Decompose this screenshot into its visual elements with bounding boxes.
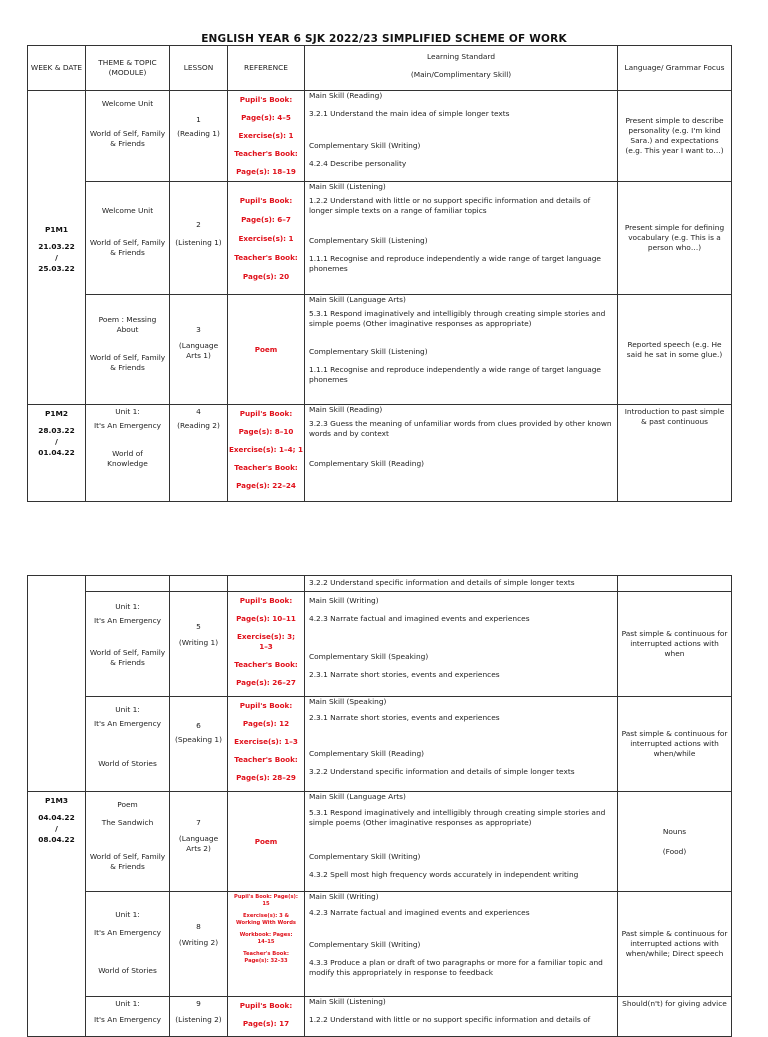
theme-title: The Sandwich	[101, 818, 154, 827]
reference-line: Exercise(s): 3; 1–3	[237, 632, 295, 651]
theme-title: It's An Emergency	[93, 616, 162, 625]
theme-title: It's An Emergency	[93, 719, 162, 728]
main-skill: Main Skill (Writing)	[309, 892, 379, 901]
lesson-cell	[170, 697, 228, 792]
lesson-type: (Writing 1)	[178, 638, 219, 647]
lesson-cell	[170, 91, 228, 182]
week-date-from: 21.03.22	[38, 242, 75, 251]
scheme-table-part-1	[27, 45, 732, 502]
lesson-number: 3	[196, 325, 201, 334]
grammar-text: Nouns	[662, 826, 687, 836]
grammar-cell: Reported speech (e.g. He said he sat in some glue.)	[618, 295, 732, 405]
reference-line: Exercise(s): 1	[238, 131, 294, 140]
reference-cell	[228, 405, 305, 502]
reference-cell	[228, 295, 305, 405]
header-theme: THEME & TOPIC (MODULE)	[86, 46, 170, 91]
grammar-cell: Introduction to past simple & past continuous	[618, 405, 732, 502]
reference-line: Page(s): 4–5	[241, 113, 291, 122]
theme-cell	[86, 592, 170, 697]
complementary-standard: 4.2.4 Describe personality	[309, 159, 407, 168]
theme-title: Poem : Messing About	[98, 315, 157, 334]
week-date-to: 01.04.22	[38, 448, 75, 457]
main-skill: Main Skill (Speaking)	[309, 697, 387, 706]
table-row	[28, 697, 732, 792]
lesson-number: 6	[196, 721, 201, 730]
reference-line: Page(s): 26–27	[236, 678, 296, 687]
learning-standard-cell	[305, 592, 618, 697]
theme-title: It's An Emergency	[93, 1015, 162, 1024]
theme-cell	[86, 405, 170, 502]
main-skill: Main Skill (Language Arts)	[309, 792, 406, 801]
reference-cell	[228, 892, 305, 997]
table-header-row	[28, 46, 732, 91]
theme-unit: Unit 1:	[115, 407, 140, 416]
lesson-number: 2	[196, 220, 201, 229]
lesson-number: 9	[196, 999, 201, 1008]
table-row	[28, 91, 732, 182]
lesson-type: (Listening 1)	[175, 238, 222, 247]
scheme-table-part-2	[27, 575, 732, 1037]
lesson-type: (Language Arts 2)	[178, 834, 219, 853]
lesson-cell	[170, 405, 228, 502]
table-row	[28, 792, 732, 892]
week-date-sep: /	[55, 253, 58, 262]
complementary-skill: Complementary Skill (Writing)	[309, 852, 421, 861]
main-skill: Main Skill (Writing)	[309, 596, 379, 605]
reference-line: Pupil's Book:	[239, 1001, 293, 1010]
main-standard: 3.2.1 Understand the main idea of simple longer texts	[309, 109, 510, 118]
week-cell-p1m2-continued	[28, 576, 86, 792]
reference-line: Page(s): 10–11	[236, 614, 296, 623]
complementary-skill: Complementary Skill (Reading)	[309, 749, 425, 758]
reference-line: Page(s): 17	[242, 1019, 290, 1028]
lesson-type: (Reading 2)	[177, 421, 220, 430]
reference-line: Pupil's Book:	[239, 409, 293, 418]
theme-cell	[86, 295, 170, 405]
theme-cell	[86, 697, 170, 792]
lesson-number: 7	[196, 818, 201, 827]
reference-line: Poem	[254, 344, 278, 354]
complementary-skill: Complementary Skill (Speaking)	[309, 652, 429, 661]
theme-cell	[86, 792, 170, 892]
header-lesson: LESSON	[170, 46, 228, 91]
complementary-skill: Complementary Skill (Reading)	[309, 459, 425, 468]
learning-standard-cell	[305, 182, 618, 295]
main-standard: 5.3.1 Respond imaginatively and intelligibly through creating simple stories and simple poems (Other imaginative responses as appropriate)	[309, 309, 606, 328]
lesson-cell	[170, 295, 228, 405]
theme-unit: Unit 1:	[115, 705, 140, 714]
reference-line: Teacher's Book:	[234, 660, 298, 669]
table-row	[28, 997, 732, 1037]
reference-cell	[228, 592, 305, 697]
main-standard: 4.2.3 Narrate factual and imagined events and experiences	[309, 614, 530, 623]
main-standard: 5.3.1 Respond imaginatively and intelligibly through creating simple stories and simple poems (Other imaginative responses as appropriate)	[309, 808, 606, 827]
lesson-type: (Writing 2)	[178, 938, 219, 947]
reference-cell	[228, 697, 305, 792]
learning-standard-cell	[305, 295, 618, 405]
theme-cell	[86, 91, 170, 182]
reference-line: Page(s): 6–7	[241, 214, 291, 224]
learning-standard-cell	[305, 91, 618, 182]
complementary-skill: Complementary Skill (Writing)	[309, 141, 421, 150]
empty-cell	[618, 576, 732, 592]
theme-cell	[86, 997, 170, 1037]
theme-title: It's An Emergency	[93, 421, 162, 430]
theme-world: World of Self, Family & Friends	[89, 852, 166, 871]
reference-cell	[228, 792, 305, 892]
reference-line: Teacher's Book: Page(s): 32–33	[243, 951, 289, 964]
grammar-cell: Present simple to describe personality (e.g. I'm kind Sara.) and expectations (e.g. This year I want to…)	[618, 91, 732, 182]
reference-line: Teacher's Book:	[234, 149, 298, 158]
reference-line: Exercise(s): 1–3	[234, 737, 298, 746]
header-week: WEEK & DATE	[28, 46, 86, 91]
week-label: P1M1	[44, 225, 69, 234]
header-learning-standard	[305, 46, 618, 91]
main-skill: Main Skill (Reading)	[309, 91, 383, 100]
week-date-to: 08.04.22	[38, 835, 75, 844]
lesson-number: 1	[196, 115, 201, 124]
reference-line: Exercise(s): 3 & Working With Words	[235, 913, 297, 926]
learning-standard-cell	[305, 405, 618, 502]
lesson-cell	[170, 182, 228, 295]
reference-line: Poem	[254, 836, 278, 846]
theme-world: World of Self, Family & Friends	[89, 129, 166, 148]
main-standard: 2.3.1 Narrate short stories, events and experiences	[309, 713, 500, 722]
reference-line: Teacher's Book:	[234, 252, 298, 262]
lesson-cell	[170, 997, 228, 1037]
grammar-cell	[618, 792, 732, 892]
grammar-cell: Past simple & continuous for interrupted actions with when/while	[618, 697, 732, 792]
reference-line: Page(s): 18–19	[236, 167, 296, 176]
lesson-type: (Listening 2)	[175, 1015, 222, 1024]
theme-world: World of Stories	[98, 759, 157, 768]
main-standard: 4.2.3 Narrate factual and imagined events and experiences	[309, 908, 530, 917]
week-label: P1M2	[44, 409, 69, 418]
theme-title: It's An Emergency	[93, 928, 162, 937]
week-date-from: 04.04.22	[38, 813, 75, 822]
empty-cell	[228, 576, 305, 592]
reference-line: Page(s): 28–29	[236, 773, 296, 782]
theme-cell	[86, 892, 170, 997]
header-learning-standard-title: Learning Standard	[426, 52, 496, 61]
week-cell-p1m2	[28, 405, 86, 502]
week-date-sep: /	[55, 824, 58, 833]
reference-line: Teacher's Book:	[234, 463, 298, 472]
reference-line: Page(s): 12	[242, 719, 290, 728]
header-grammar: Language/ Grammar Focus	[618, 46, 732, 91]
reference-line: Teacher's Book:	[234, 755, 298, 764]
lesson-type: (Speaking 1)	[175, 735, 222, 744]
theme-world: World of Self, Family & Friends	[89, 238, 166, 257]
reference-line: Page(s): 22–24	[236, 481, 296, 490]
theme-world: World of Self, Family & Friends	[89, 353, 166, 372]
main-skill: Main Skill (Language Arts)	[309, 295, 406, 304]
reference-line: Page(s): 8–10	[238, 427, 294, 436]
theme-unit: Poem	[117, 800, 138, 809]
reference-line: Exercise(s): 1–4; 1	[228, 445, 304, 454]
lesson-type: (Language Arts 1)	[178, 341, 219, 360]
complementary-standard: 4.3.3 Produce a plan or draft of two paragraphs or more for a familiar topic and modify this appropriately in response to feedback	[309, 958, 603, 977]
reference-line: Page(s): 20	[242, 271, 290, 281]
theme-title: Welcome Unit	[101, 99, 154, 108]
theme-world: World of Self, Family & Friends	[89, 648, 166, 667]
grammar-cell: Present simple for defining vocabulary (e.g. This is a person who…)	[618, 182, 732, 295]
empty-cell	[86, 576, 170, 592]
lesson-number: 8	[196, 922, 201, 931]
main-skill: Main Skill (Listening)	[309, 997, 386, 1006]
table-row	[28, 405, 732, 502]
table-row	[28, 182, 732, 295]
theme-world: World of Knowledge	[107, 449, 148, 468]
lesson-cell	[170, 592, 228, 697]
complementary-standard: 2.3.1 Narrate short stories, events and experiences	[309, 670, 500, 679]
complementary-standard: 3.2.2 Understand specific information and details of simple longer texts	[309, 767, 575, 776]
complementary-skill: Complementary Skill (Listening)	[309, 347, 428, 356]
reference-cell	[228, 997, 305, 1037]
week-cell-p1m3	[28, 792, 86, 1037]
lesson-type: (Reading 1)	[177, 129, 220, 138]
learning-standard-cell	[305, 576, 618, 592]
table-row	[28, 576, 732, 592]
reference-line: Pupil's Book:	[239, 195, 293, 205]
grammar-cell: Past simple & continuous for interrupted actions with when	[618, 592, 732, 697]
header-reference: REFERENCE	[228, 46, 305, 91]
complementary-skill: Complementary Skill (Listening)	[309, 236, 428, 245]
main-standard: 3.2.3 Guess the meaning of unfamiliar words from clues provided by other known words and by context	[309, 419, 612, 438]
theme-title: Welcome Unit	[101, 206, 154, 215]
main-skill: Main Skill (Reading)	[309, 405, 383, 414]
reference-line: Workbook: Pages: 14–15	[239, 932, 293, 945]
lesson-number: 4	[196, 407, 201, 416]
reference-cell	[228, 91, 305, 182]
main-standard: 1.2.2 Understand with little or no support specific information and details of	[309, 1015, 591, 1024]
learning-standard-cell	[305, 697, 618, 792]
complementary-standard: 1.1.1 Recognise and reproduce independently a wide range of target language phonemes	[309, 365, 601, 384]
reference-line: Pupil's Book:	[239, 95, 293, 104]
week-date-sep: /	[55, 437, 58, 446]
theme-unit: Unit 1:	[115, 602, 140, 611]
complementary-skill: Complementary Skill (Writing)	[309, 940, 421, 949]
theme-unit: Unit 1:	[115, 999, 140, 1008]
table-row	[28, 295, 732, 405]
learning-standard-cell	[305, 997, 618, 1037]
week-date-to: 25.03.22	[38, 264, 75, 273]
lesson-cell	[170, 892, 228, 997]
empty-cell	[170, 576, 228, 592]
main-standard: 1.2.2 Understand with little or no support specific information and details of longer simple texts on a range of familiar topics	[309, 196, 591, 215]
lesson-number: 5	[196, 622, 201, 631]
document-title: ENGLISH YEAR 6 SJK 2022/23 SIMPLIFIED SCHEME OF WORK	[201, 33, 567, 45]
week-label: P1M3	[44, 796, 69, 805]
table-row	[28, 892, 732, 997]
reference-line: Pupil's Book:	[239, 596, 293, 605]
week-cell-p1m1	[28, 91, 86, 405]
theme-unit: Unit 1:	[115, 910, 140, 919]
reference-line: Pupil's Book: Page(s): 15	[234, 894, 298, 907]
table-row	[28, 592, 732, 697]
lesson-cell	[170, 792, 228, 892]
learning-standard-cell	[305, 892, 618, 997]
theme-world: World of Stories	[98, 966, 157, 975]
reference-cell	[228, 182, 305, 295]
complementary-standard: 1.1.1 Recognise and reproduce independently a wide range of target language phonemes	[309, 254, 601, 273]
theme-cell	[86, 182, 170, 295]
complementary-standard: 4.3.2 Spell most high frequency words accurately in independent writing	[309, 870, 579, 879]
main-skill: Main Skill (Listening)	[309, 182, 386, 191]
reference-line: Exercise(s): 1	[238, 233, 294, 243]
learning-standard-cell	[305, 792, 618, 892]
grammar-cell: Should(n't) for giving advice	[618, 997, 732, 1037]
grammar-note: (Food)	[662, 846, 687, 856]
reference-line: Pupil's Book:	[239, 701, 293, 710]
header-learning-standard-sub: (Main/Complimentary Skill)	[410, 70, 512, 79]
week-date-from: 28.03.22	[38, 426, 75, 435]
complementary-standard: 3.2.2 Understand specific information and details of simple longer texts	[309, 578, 575, 587]
grammar-cell: Past simple & continuous for interrupted actions with when/while; Direct speech	[618, 892, 732, 997]
